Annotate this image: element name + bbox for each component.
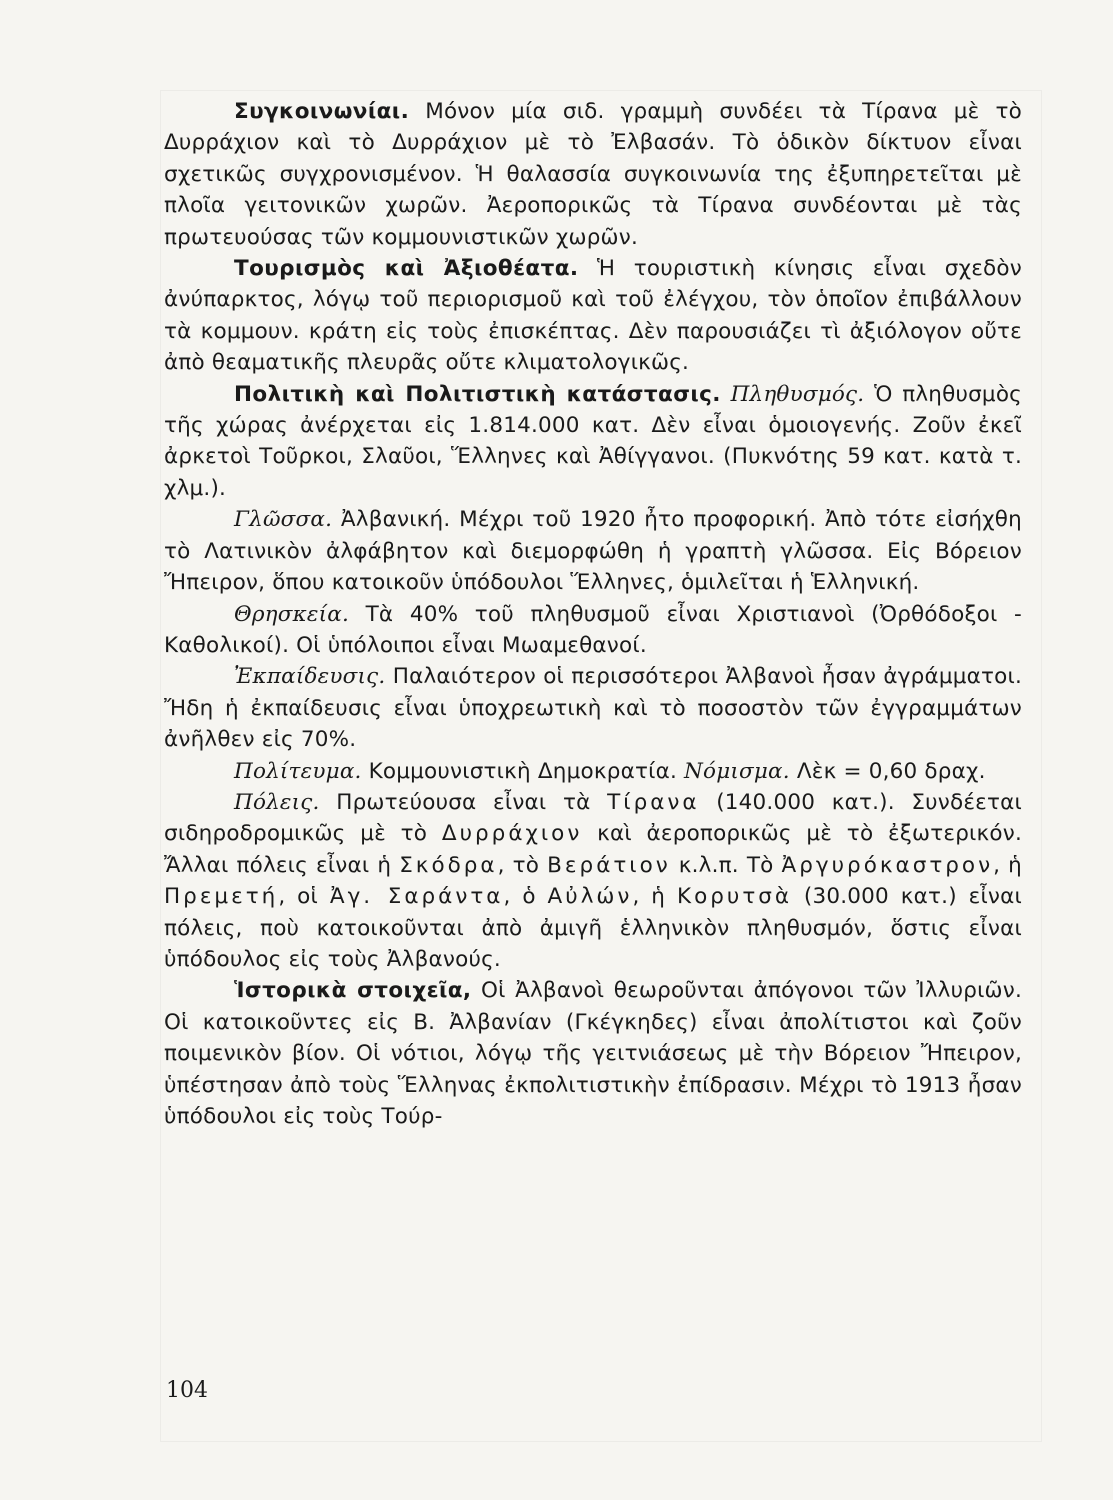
city-premeti: Πρεμετή bbox=[164, 884, 279, 910]
cities-text-6: , ἡ bbox=[993, 852, 1022, 878]
paragraph-cities bbox=[164, 787, 1022, 975]
text-language: Ἀλβανική. Μέχρι τοῦ 1920 ἦτο προφορική. Ἀπὸ τότε εἰσήχθη τὸ Λατινικὸν ἀλφάβητον καὶ διεμορφώθη ἡ γραπτὴ γλῶσσα. Εἰς Βόρειον Ἤπειρον, ὅπου κατοικοῦν ὑπόδουλοι Ἕλληνες, ὁμιλεῖται ἡ Ἑλληνική. bbox=[164, 507, 1022, 596]
heading-politics: Πολιτικὴ καὶ Πολιτιστικὴ κατάστασις. bbox=[234, 381, 721, 407]
paragraph-history bbox=[164, 975, 1022, 1132]
city-durres: Δυρράχιον bbox=[441, 821, 583, 847]
paragraph-education bbox=[164, 661, 1022, 755]
label-religion: Θρησκεία. bbox=[234, 601, 350, 627]
cities-text-5: κ.λ.π. Τὸ bbox=[678, 852, 774, 878]
text-population: Ὁ πληθυσμὸς τῆς χώρας ἀνέρχεται εἰς 1.814.000 κατ. Δὲν εἶναι ὁμοιογενής. Ζοῦν ἐκεῖ ἀρκετοὶ Τοῦρκοι, Σλαῦοι, Ἕλληνες καὶ Ἀθίγγανοι. (Πυκνότης 59 κατ. κατὰ τ. χλμ.). bbox=[164, 381, 1022, 501]
city-shkoder: Σκόδρα bbox=[399, 852, 498, 878]
cities-text-2: (140.000 κατ.). Συνδέεται σιδηροδρομικῶς μὲ τὸ bbox=[164, 789, 1022, 847]
cities-text-8: , ὁ bbox=[503, 884, 536, 910]
label-population: Πληθυσμός. bbox=[730, 381, 865, 407]
cities-text-10: (30.000 κατ.) εἶναι πόλεις, ποὺ κατοικοῦνται ἀπὸ ἀμιγῆ ἑλληνικὸν πληθυσμόν, ὅστις εἶναι ὑπόδουλος εἰς τοὺς Ἀλβανούς. bbox=[164, 884, 1022, 972]
heading-tourism: Τουρισμὸς καὶ Ἀξιοθέατα. bbox=[234, 256, 579, 282]
paragraph-tourism bbox=[164, 253, 1022, 379]
paragraph-language bbox=[164, 504, 1022, 598]
text-history: Οἱ Ἀλβανοὶ θεωροῦνται ἀπόγονοι τῶν Ἰλλυριῶν. Οἱ κατοικοῦντες εἰς Β. Ἀλβανίαν (Γκέγκηδες) εἶναι ἀπολίτιστοι καὶ ζοῦν ποιμενικὸν βίον. Οἱ νότιοι, λόγῳ τῆς γειτνιάσεως μὲ τὴν Βόρειον Ἤπειρον, ὑπέστησαν ἀπὸ τοὺς Ἕλληνας ἐκπολιτιστικὴν ἐπίδρασιν. Μέχρι τὸ 1913 ἦσαν ὑπόδουλοι εἰς τοὺς Τούρ- bbox=[164, 978, 1022, 1129]
paragraph-religion bbox=[164, 599, 1022, 662]
city-berat: Βεράτιον bbox=[547, 852, 671, 878]
heading-history: Ἱστορικὰ στοιχεῖα, bbox=[234, 978, 472, 1004]
city-korytsa: Κορυτσὰ bbox=[676, 884, 793, 910]
paragraph-transport bbox=[164, 96, 1022, 253]
paragraph-politics bbox=[164, 379, 1022, 505]
cities-text-4: , τὸ bbox=[497, 852, 540, 878]
city-aulon: Αὐλών bbox=[547, 884, 633, 910]
text-education: Παλαιότερον οἱ περισσότεροι Ἀλβανοὶ ἦσαν ἀγράμματοι. Ἤδη ἡ ἐκπαίδευσις εἶναι ὑποχρεωτικὴ καὶ τὸ ποσοστὸν τῶν ἐγγραμμάτων ἀνῆλθεν εἰς 70%. bbox=[164, 664, 1022, 753]
cities-text-3: καὶ ἀεροπορικῶς μὲ τὸ ἐξωτερικόν. Ἄλλαι πόλεις εἶναι ἡ bbox=[164, 821, 1022, 878]
city-saranta: Ἀγ. Σαράντα bbox=[329, 884, 504, 910]
text-religion: Τὰ 40% τοῦ πληθυσμοῦ εἶναι Χριστιανοὶ (Ὀρθόδοξοι - Καθολικοί). Οἱ ὑπόλοιποι εἶναι Μωαμεθανοί. bbox=[164, 601, 1022, 658]
city-capital: Τίρανα bbox=[607, 789, 700, 815]
cities-text-1: Πρωτεύουσα εἶναι τὰ bbox=[336, 789, 591, 815]
label-education: Ἐκπαίδευσις. bbox=[234, 664, 386, 690]
page-body bbox=[164, 96, 1022, 1132]
text-currency: Λὲκ = 0,60 δραχ. bbox=[796, 758, 986, 784]
text-tourism: Ἡ τουριστικὴ κίνησις εἶναι σχεδὸν ἀνύπαρκτος, λόγῳ τοῦ περιορισμοῦ καὶ τοῦ ἐλέγχου, τὸν ὁποῖον ἐπιβάλλουν τὰ κομμουν. κράτη εἰς τοὺς ἐπισκέπτας. Δὲν παρουσιάζει τὶ ἀξιόλογον οὔτε ἀπὸ θεαματικῆς πλευρᾶς οὔτε κλιματολογικῶς. bbox=[164, 256, 1022, 376]
heading-transport: Συγκοινωνίαι. bbox=[234, 99, 410, 124]
text-transport: Μόνον μία σιδ. γραμμὴ συνδέει τὰ Τίρανα μὲ τὸ Δυρράχιον καὶ τὸ Δυρράχιον μὲ τὸ Ἐλβασάν. Τὸ ὁδικὸν δίκτυον εἶναι σχετικῶς συγχρονισμένον. Ἡ θαλασσία συγκοινωνία της ἐξυπηρετεῖται μὲ πλοῖα γειτονικῶν χωρῶν. Ἀεροπορικῶς τὰ Τίρανα συνδέονται μὲ τὰς πρωτευούσας τῶν κομμουνιστικῶν χωρῶν. bbox=[164, 99, 1022, 250]
city-argyrokastro: Ἀργυρόκαστρον bbox=[781, 852, 994, 878]
text-regime: Κομμουνιστικὴ Δημοκρατία. bbox=[368, 758, 677, 784]
paragraph-regime bbox=[164, 756, 1022, 787]
label-cities: Πόλεις. bbox=[234, 789, 320, 815]
label-language: Γλῶσσα. bbox=[234, 507, 333, 533]
page-number: 104 bbox=[166, 1378, 208, 1403]
label-regime: Πολίτευμα. bbox=[234, 758, 362, 784]
cities-text-7: , οἱ bbox=[278, 884, 319, 910]
label-currency: Νόμισμα. bbox=[684, 758, 790, 784]
cities-text-9: , ἡ bbox=[632, 884, 666, 910]
